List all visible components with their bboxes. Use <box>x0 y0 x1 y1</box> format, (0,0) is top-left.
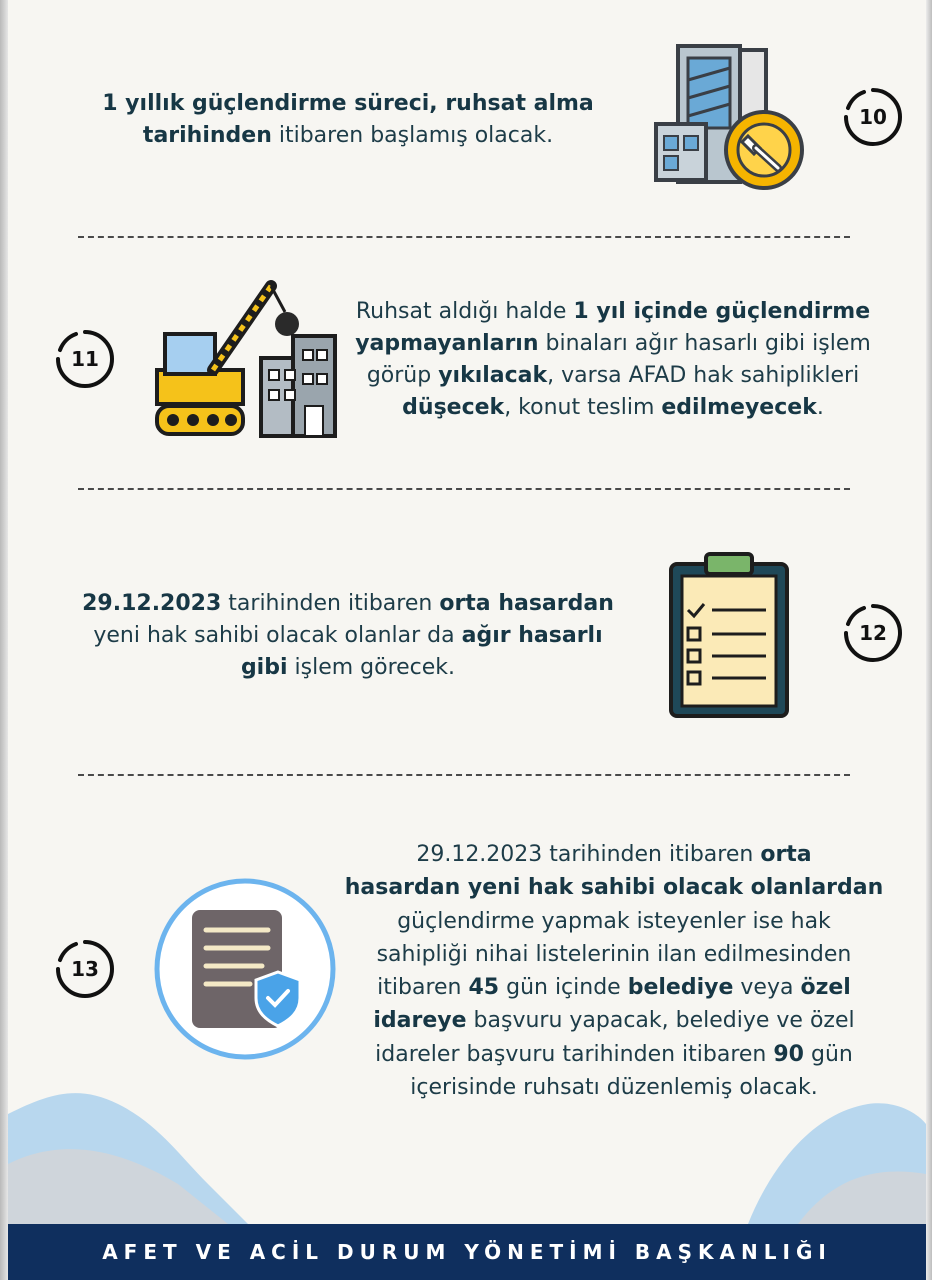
footer-banner <box>8 1224 926 1280</box>
footer-title: AFET VE ACİL DURUM YÖNETİMİ BAŞKANLIĞI <box>102 1240 832 1264</box>
step-number-10: 10 <box>859 105 887 129</box>
bold-text-segment: orta <box>760 842 812 867</box>
step-badge-12 <box>844 604 902 662</box>
text-segment: itibaren <box>377 975 469 1001</box>
step-badge-10 <box>844 88 902 146</box>
divider-2 <box>78 488 850 490</box>
text-segment: binaları ağır hasarlı gibi işlem <box>538 331 871 356</box>
text-segment: veya <box>733 975 801 1001</box>
step-badge-11 <box>56 330 114 388</box>
bold-text-segment: 90 <box>773 1041 804 1067</box>
bold-text-segment: gibi <box>240 655 288 680</box>
divider-1 <box>78 236 850 238</box>
bold-text-segment: özel <box>800 975 851 1001</box>
bold-text-segment: tarihinden <box>142 123 272 148</box>
text-segment: Ruhsat aldığı halde <box>355 299 574 324</box>
text-segment: itibaren başlamış olacak. <box>271 123 554 148</box>
text-segment: işlem görecek. <box>287 655 456 680</box>
bold-text-segment: idareye <box>373 1008 467 1034</box>
building-repair-icon <box>648 40 808 194</box>
text-segment: içerisinde ruhsatı düzenlemiş olacak. <box>410 1075 818 1101</box>
text-segment: gün içinde <box>499 975 628 1001</box>
bold-text-segment: yıkılacak <box>438 363 548 388</box>
bold-text-segment: ağır hasarlı <box>461 623 603 648</box>
text-segment: . <box>816 395 824 420</box>
item-11-text <box>348 296 878 424</box>
mountain-silhouette-decoration <box>8 1074 926 1224</box>
step-badge-13 <box>56 940 114 998</box>
demolition-crane-icon <box>153 278 338 447</box>
secure-document-icon <box>152 876 338 1066</box>
bold-text-segment: 45 <box>468 975 500 1001</box>
bold-text-segment: belediye <box>627 975 734 1001</box>
text-segment: tarihinden itibaren <box>221 591 440 616</box>
text-segment: başvuru yapacak, belediye ve özel <box>466 1008 855 1034</box>
text-segment: sahipliği nihai listelerinin ilan edilmesinden <box>376 941 852 967</box>
text-segment: idareler başvuru tarihinden itibaren <box>375 1041 774 1067</box>
bold-text-segment: yapmayanların <box>355 331 539 356</box>
bold-text-segment: 1 yıl içinde güçlendirme <box>573 299 871 324</box>
item-10-text <box>88 88 608 152</box>
bold-text-segment: edilmeyecek <box>661 395 817 420</box>
text-segment: yeni hak sahibi olacak olanlar da <box>93 623 462 648</box>
step-number-12: 12 <box>859 621 887 645</box>
bold-text-segment: hasardan yeni hak sahibi olacak olanlardan <box>344 875 884 901</box>
bold-text-segment: düşecek <box>402 395 505 420</box>
step-number-11: 11 <box>71 347 99 371</box>
bold-text-segment: 29.12.2023 <box>82 591 222 616</box>
text-segment: , varsa AFAD hak sahiplikleri <box>547 363 860 388</box>
text-segment: görüp <box>366 363 439 388</box>
step-number-13: 13 <box>71 957 99 981</box>
item-12-text <box>78 588 618 684</box>
text-segment: , konut teslim <box>504 395 662 420</box>
divider-3 <box>78 774 850 776</box>
bold-text-segment: orta hasardan <box>439 591 614 616</box>
infographic-page <box>8 0 926 1280</box>
checklist-clipboard-icon <box>668 548 790 724</box>
bold-text-segment: 1 yıllık güçlendirme süreci, ruhsat alma <box>102 91 594 116</box>
text-segment: 29.12.2023 tarihinden itibaren <box>416 842 761 867</box>
item-13-text <box>344 838 884 1104</box>
text-segment: güçlendirme yapmak isteyenler ise hak <box>397 908 831 934</box>
text-segment: gün <box>804 1041 853 1067</box>
